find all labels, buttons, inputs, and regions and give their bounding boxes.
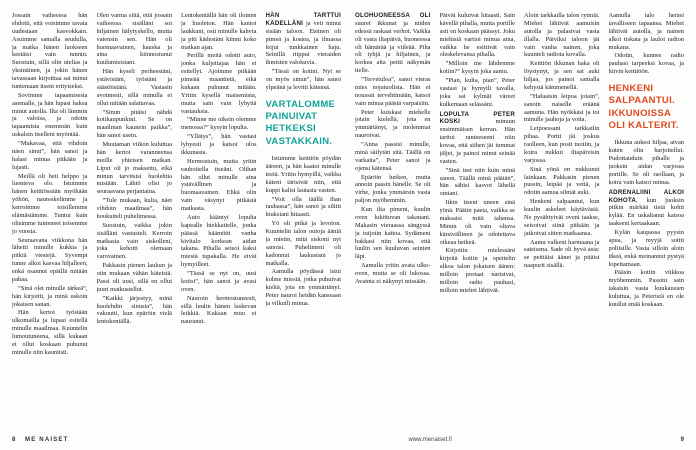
body-paragraph: ”Mukavaa, että vihdoin näen sinut”, hän sanoi ja halasi minua pitkään ja lujasti.: [12, 140, 88, 171]
body-paragraph: Pakkasin pienen laukun ja otin mukaan vähän käteistä. Passi oli uusi, sillä en ollut juuri matkustellut.: [96, 262, 172, 293]
body-paragraph: ”Minne me oikein olemme menossa?” kysyin lopulta.: [181, 116, 257, 132]
body-paragraph: ”Pian, kulta, pian”, Peter vastasi ja hymyili tavalla, joka sai kylmät väreet kulkemaan selässäni.: [439, 77, 515, 108]
body-paragraph: ”Tässä on kotini. Nyt se on myös sinun”, hän sanoi ylpeänä ja levitti kätensä.: [265, 68, 341, 91]
body-paragraph: Kun ilta pimeni, kuulin oven lukittuvan takanani. Makasin vieraassa sängyssä ja tuijotin kattoa. Sydämeni hakkasi niin kovaa, että luulin sen kuuluvan seinien läpi.: [355, 206, 431, 261]
body-paragraph: ”Sinä teet niin kuin minä sanon. Täällä minä päätän”, hän sähisi kasvot lähellä omiani.: [439, 166, 515, 198]
section-paragraph: OLOHUONEESSA OLI suuret ikkunat ja niiden edessä raskaat verhot. Vaikka oli vasta iltapäivä, huoneessa oli hämärää ja viileää. Piha oli tyhjä ja hiljainen, ja korkea aita peitti näkymän tielle.: [355, 12, 431, 75]
body-paragraph: Epäröin hetken, mutta annoin passin hänelle. Se oli virhe, jonka ymmärsin vasta paljon myöhemmin.: [355, 173, 431, 205]
body-paragraph: Muutaman viikon kuluttua hän kertoi varanneensa meille yhteisen matkan. Liput oli jo maksettu, eikä minun tarvitsisi huolehtia mistään. Lähtö olisi jo seuraavana perjantaina.: [96, 141, 172, 196]
body-paragraph: Hän kyseli perheestäni, ystävistäni, työstäni ja säästöistäni. Vastasin avoimesti, sillä minulla ei ollut mitään salattavaa.: [96, 68, 172, 107]
pull-quote: VARTALOMME PAINUIVAT HETKEKSI VASTAKKAIN.: [265, 98, 336, 147]
body-paragraph: ”Sinun pitäisi nähdä kotikaupunkini. Se on maailman kaunein paikka”, hän sanoi usein.: [96, 108, 172, 140]
pull-quote: HENKENI SALPAANTUI. IKKUNOISSA OLI KALTERIT.: [608, 83, 679, 132]
section-paragraph: LOPULTA PETER KOSKI minuun ensimmäisen kerran. Hän tarttui ranteeseeni niin kovaa, että siihen jäi tummat jäljet, ja painoi minut seinää vasten.: [439, 110, 515, 165]
section-lead: ADRENALIINI ALKOI KOHOTA: [608, 188, 684, 204]
body-paragraph: Hermostuin, mutta yritin rauhoitella itseäni. Olihan hän ollut minulle aina ystävällinen ja huomaavainen. Ehkä olin vain väsynyt pitkästä matkasta.: [181, 157, 257, 212]
body-paragraph: Itkin itseni uneen sinä yönä. Päätin paeta, vaikka se maksaisi mitä tahansa. Minun oli vain oltava kärsivällinen ja odotettava oikeaa hetkeä.: [439, 199, 515, 246]
body-paragraph: Pääsin kotiin viikkoa myöhemmin. Passini sain takaisin vasta kuukausien kuluttua, ja Peteristä en ole kuullut enää koskaan.: [608, 269, 684, 308]
section-lead: LOPULTA PETER KOSKI: [439, 110, 515, 126]
body-paragraph: Perillä meitä odotti auto, jonka kuljettajaa hän ei esitellyt. Ajoimme pitkään pimeää maantietä, eikä kukaan puhunut mitään. Yritin kysellä maisemista, mutta sain vain lyhyitä vastauksia.: [181, 52, 257, 115]
body-paragraph: Yö oli pitkä ja levoton. Kuuntelin talon outoja ääniä ja mietin, mitä siskoni nyt sanoisi. Puhelimeni oli kadonnut laukustani jo matkalla.: [265, 220, 341, 267]
body-paragraph: ”Anna passisi minulle, minä säilytän sitä. Täällä on varkaita”, Peter sanoi ja ojensi kätensä.: [355, 141, 431, 172]
body-paragraph: ”Haluaisin leipoa jotain”, sanoin naiselle eräänä aamuna. Hän nyökkäsi ja toi minulle jauhoja ja voita.: [524, 92, 600, 124]
text-column-4: [266, 10, 342, 414]
footer-url: www.menaiset.fi: [408, 437, 452, 443]
footer-left: [12, 437, 69, 443]
text-column-7: [524, 10, 600, 414]
columns: [12, 10, 684, 414]
section-paragraph: HÄN TARTTUI KÄDELLÄNI ja veti minut sisään taloon. Eteinen oli pimeä ja kostea, ja ilmassa leijui tunkkainen haju. Seinillä riippui vieraiden ihmisten valokuvia.: [265, 12, 341, 67]
body-paragraph: Meillä oli heti helppo ja luonteva olo. Istuimme hänen keittiössään myöhään yöhön, naureskelimme ja kerroimme toisillemme elämästämme. Tuntui kuin olisimme tunteneet toisemme jo vuosia.: [12, 172, 88, 235]
text-column-5: [355, 10, 431, 414]
body-paragraph: Päivät kuluivat hitaasti. Sain kävellä pihalla, mutta portille asti en koskaan päässyt. Joku miehistä vartioi minua aina, vaikka he esittivät vain oleskelevansa pihalla.: [439, 12, 515, 59]
section-lead: OLOHUONEESSA OLI: [355, 12, 431, 19]
section-paragraph: ADRENALIINI ALKOI KOHOTA, kun juoksin pitkin märkää tietä kohti kylää. En uskaltanut katsoa taakseni kertaakaan.: [608, 188, 684, 228]
left-page-number: 8: [12, 437, 16, 443]
body-paragraph: ”Tervetuloa”, sanoi vieras mies nojatuolista. Hän ei noussut tervehtimään, katsoi vain minua päästä varpaisiin.: [355, 76, 431, 107]
body-paragraph: Peter kuiskasi miehelle jotain kielellä, jota en ymmärtänyt, ja molemmat nauroivat.: [355, 108, 431, 140]
text-column-8: [609, 10, 685, 414]
body-paragraph: ”Voit olla täällä ihan rauhassa”, hän sanoi ja silitti hiuksiani hitaasti.: [265, 195, 341, 219]
body-paragraph: Aamulla talo heräsi tavalliseen tapaansa. Miehet lähtivät autolla, ja nainen alkoi tiskata ja lauloi radion mukana.: [608, 12, 684, 51]
body-paragraph: Keittiön ikkunan haka oli löystynyt, ja sen sai auki hiljaa, jos painoi samalla kehystä kämmenellä.: [524, 60, 600, 91]
magazine-brand: ME NAISET: [25, 437, 69, 443]
body-paragraph: Sinä yönä en nukkunut lainkaan. Pakkasin pienen pussin, leipää ja vettä, ja odotin aamua silmät auki.: [524, 165, 600, 197]
body-paragraph: Kylän kaupassa pyysin apua, ja myyjä soitti poliisille. Vasta silloin aloin itkeä, enkä meinannut pystyä lopettamaan.: [608, 229, 684, 268]
text-column-3: [181, 10, 257, 414]
body-paragraph: ”Sinä olet minulle tärkeä”, hän kirjoitti, ja minä uskoin jokaisen sanan.: [12, 284, 88, 308]
section-lead: HÄN TARTTUI KÄDELLÄNI: [265, 12, 341, 27]
body-paragraph: Hän kertoi työstään ulkomailla ja lupasi esitellä minulle maailmaa. Kuuntelin lumoutuneena, sillä kukaan ei ollut koskaan puhunut minulle niin kauniisti.: [12, 309, 88, 356]
page-footer: [12, 433, 684, 443]
text-column-1: [12, 10, 88, 414]
body-paragraph: Ikkuna aukesi hiljaa, aivan kuten olin harjoitellut. Pudottauduin pihalle ja juoksin aidan varjossa portille. Se oli raollaan, ja koira vain katsoi minua.: [608, 139, 684, 186]
body-paragraph: Kirjoitin mielessäni kirjeitä kotiin ja opettelin ulkoa talon jokaisen äänen: milloin portaat narisivat, milloin radio pauhasi, milloin miehet lähtivät.: [439, 247, 515, 294]
text-column-2: [97, 10, 173, 414]
body-paragraph: Istuimme keittiön pöydän ääreen, ja hän kaatoi minulle teetä. Yritin hymyillä, vaikka käteni tärisivät niin, että kuppi kalisi lautasta vasten.: [265, 155, 341, 194]
body-paragraph: Nauroin hermostuneesti, sillä luulin hänen laskevan leikkiä. Kukaan muu ei nauranut.: [181, 294, 257, 326]
body-paragraph: Lentokentällä hän oli iloinen ja huoleton. Hän kantoi laukkuni, osti minulle kahvia ja piti kädestäni kiinni koko matkan ajan.: [181, 12, 257, 51]
body-paragraph: ”Milloin me lähdemme kotiin?” kysyin joka aamu.: [439, 60, 515, 76]
body-paragraph: Odotin, kunnes radio pauhasi tarpeeksi kovaa, ja hiivin keittiöön.: [608, 52, 684, 76]
body-paragraph: Aamulla yritin avata ulko-oven, mutta se oli lukossa. Avainta ei näkynyt missään.: [355, 262, 431, 285]
right-page-number: 9: [680, 437, 684, 443]
body-paragraph: Leipoessani tarkkailin pihaa. Portti jäi joskus raolleen, kun posti tuotiin, ja koira nukkui iltapäivisin varjossa.: [524, 125, 600, 164]
body-paragraph: ”Tässä se nyt on, uusi kotisi”, hän sanoi ja avasi oven.: [181, 270, 257, 293]
body-paragraph: Jossain vaiheessa hän ehdotti, että voisimme tavata uudestaan kasvokkain. Asuimme samalla seudulla, ja matka hänen luokseen kestäisi vain tunnin. Suostuin, sillä olin utelias ja yksinäinen, ja jokin hänen tavassaan kirjoittaa sai minut tuntemaan itseni erityiseksi.: [12, 12, 88, 90]
body-paragraph: Auto kääntyi lopulta kapealle hiekkatielle, jonka päässä häämötti vanha kivitalo korkean aidan takana. Pihalla seisoi kaksi miestä tupakalla. He eivät hymyilleet.: [181, 213, 257, 269]
body-paragraph: Olen varma siitä, että jossain vaiheessa sisälläni soi hiljainen hälytyskello, mutta vaiensin sen. Hän oli huomaavainen, hauska ja aina kiinnostunut kuulumisistani.: [96, 12, 172, 67]
body-paragraph: Aloin tarkkailla talon rytmiä. Miehet lähtivät aamuisin autolla ja palasivat vasta illalla. Päiviksi taloon jäi vain vanha nainen, joka kuunteli radiota kovalla.: [524, 12, 600, 59]
body-paragraph: Sovimme tapaamisesta asemalle, ja hän lupasi hakea minut autolla. Ilta oli lämmin ja valoisa, ja odotin tapaamista enemmän kuin uskalsin itselleni myöntää.: [12, 91, 88, 139]
body-paragraph: ”Tule mukaan, kulta, näet vihdoin maailmaa”, hän houkutteli puhelimessa.: [96, 197, 172, 220]
body-paragraph: Suostuin, vaikka jokin sisälläni vastusteli. Kerroin matkasta vain siskolleni, joka kehotti olemaan varovainen.: [96, 221, 172, 261]
body-paragraph: Aamulla pöydässä istui kolme miestä, jotka puhuivat kieltä, jota en ymmärtänyt. Peter nauroi heidän kanssaan ja vilkuili minua.: [265, 268, 341, 307]
body-paragraph: Aamu valkeni harmaana ja sateisena. Sade oli hyvä asia: se peittäisi äänet ja pitäisi naapurit sisällä.: [524, 238, 600, 270]
body-paragraph: Henkeni salpaantui, kun kuulin askeleet käytävästä. Ne pysähtyivät oveni taakse, seisoivat siinä pitkään ja jatkoivat sitten matkaansa.: [524, 198, 600, 237]
text-column-6: [440, 10, 516, 414]
body-paragraph: ”Kaikki järjestyy, minä huolehdin sinusta”, hän vakuutti, kun epäröin vielä lentokentällä.: [96, 294, 172, 326]
body-paragraph: ”Yllätys”, hän vastasi lyhyesti ja katsoi ulos ikkunasta.: [181, 133, 257, 156]
body-paragraph: Seuraavana viikkona hän lähetti minulle kukkia ja pitkiä viestejä. Syvempi tunne alkoi kasvaa hiljalleen, enkä osannut epäillä mitään pahaa.: [12, 236, 88, 283]
